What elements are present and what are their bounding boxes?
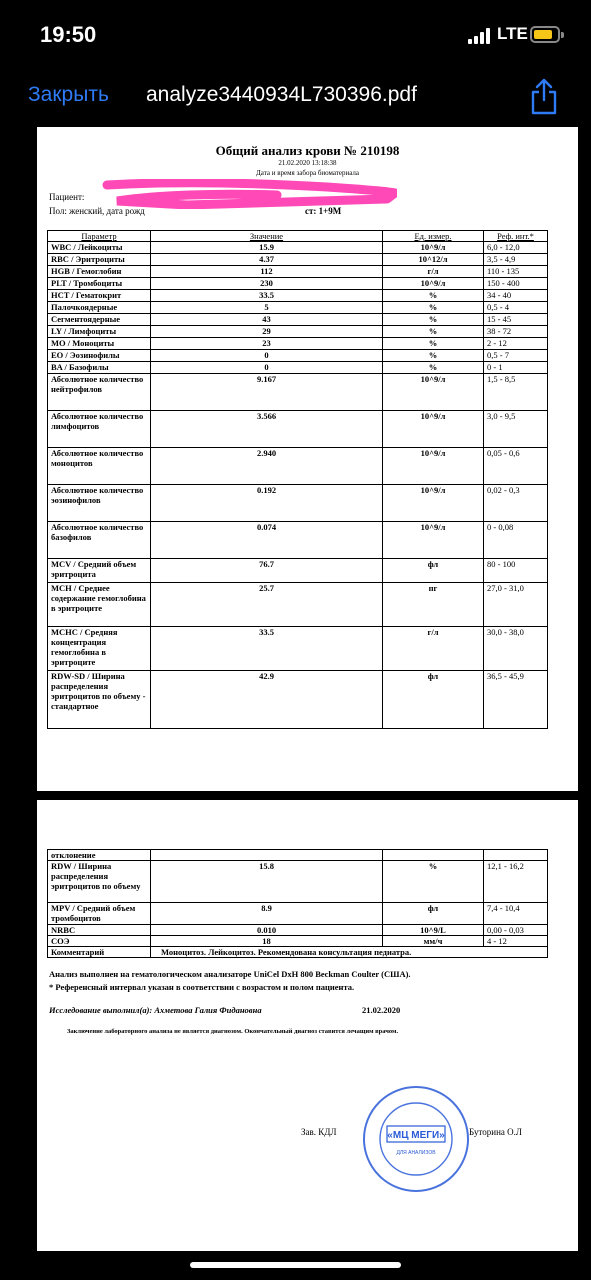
table-row (48, 362, 548, 374)
table-row (48, 302, 548, 314)
cell-parameter: Абсолютное количество лимфоцитов (48, 411, 151, 448)
table-row (48, 936, 548, 947)
cell-unit: % (383, 314, 484, 326)
cell-parameter: BA / Базофилы (48, 362, 151, 374)
cell-reference: 36,5 - 45,9 (484, 671, 548, 729)
cell-unit: пг (383, 583, 484, 627)
cell-parameter: MCHC / Средняя концентрация гемоглобина в эритроците (48, 627, 151, 671)
cell-parameter: RBC / Эритроциты (48, 254, 151, 266)
cell-unit: фл (383, 559, 484, 583)
cell-value (151, 850, 383, 861)
cell-parameter: RDW / Ширина распределения эритроцитов по объему (48, 861, 151, 903)
cell-unit: % (383, 302, 484, 314)
pdf-page-2[interactable] (37, 800, 578, 1251)
cell-unit (383, 850, 484, 861)
cell-parameter: Абсолютное количество эозинофилов (48, 485, 151, 522)
battery-icon (530, 26, 560, 43)
cell-unit: % (383, 861, 484, 903)
cellular-signal-icon (468, 26, 494, 44)
table-row (48, 242, 548, 254)
cell-parameter: PLT / Тромбоциты (48, 278, 151, 290)
sample-datetime-caption: Дата и время забора биоматериала (256, 169, 359, 177)
cell-parameter: WBC / Лейкоциты (48, 242, 151, 254)
document-title: Общий анализ крови № 210198 (215, 143, 400, 158)
cell-value: 8.9 (151, 903, 383, 925)
stamp-text: «МЦ МЕГИ» (387, 1130, 445, 1141)
cell-unit: 10^9/л (383, 448, 484, 485)
cell-unit: 10^9/л (383, 522, 484, 559)
patient-label: Пациент: (49, 192, 85, 202)
cell-unit: 10^9/л (383, 242, 484, 254)
cell-reference: 38 - 72 (484, 326, 548, 338)
cell-value: 23 (151, 338, 383, 350)
cell-reference: 0,5 - 7 (484, 350, 548, 362)
table-row (48, 627, 548, 671)
comment-label: Комментарий (48, 947, 151, 958)
cell-parameter: HCT / Гематокрит (48, 290, 151, 302)
cell-parameter: Сегментоядерные (48, 314, 151, 326)
cell-value: 43 (151, 314, 383, 326)
results-table-page-1 (47, 230, 548, 729)
cell-unit: % (383, 338, 484, 350)
stamp-sub: ДЛЯ АНАЛИЗОВ (396, 1150, 436, 1156)
cell-reference: 80 - 100 (484, 559, 548, 583)
cell-unit: 10^9/л (383, 278, 484, 290)
home-indicator[interactable] (190, 1262, 401, 1268)
cell-value: 0.074 (151, 522, 383, 559)
table-row (48, 314, 548, 326)
sample-datetime: 21.02.2020 13:18:38 (278, 159, 337, 167)
table-row (48, 350, 548, 362)
cell-parameter: Палочкоядерные (48, 302, 151, 314)
viewer-nav-bar (0, 70, 591, 122)
table-header-row (48, 231, 548, 242)
cell-value: 0 (151, 350, 383, 362)
cell-parameter: Абсолютное количество базофилов (48, 522, 151, 559)
status-time: 19:50 (40, 22, 97, 47)
table-row (48, 850, 548, 861)
cell-value: 0.192 (151, 485, 383, 522)
cell-unit: 10^12/л (383, 254, 484, 266)
cell-reference: 4 - 12 (484, 936, 548, 947)
cell-reference: 15 - 45 (484, 314, 548, 326)
table-row (48, 278, 548, 290)
header-unit: Ед. измер. (383, 231, 484, 242)
cell-reference: 0 - 0,08 (484, 522, 548, 559)
cell-value: 112 (151, 266, 383, 278)
cell-reference: 1,5 - 8,5 (484, 374, 548, 411)
cell-value: 2.940 (151, 448, 383, 485)
cell-reference: 30,0 - 38,0 (484, 627, 548, 671)
cell-unit: 10^9/л (383, 485, 484, 522)
cell-value: 3.566 (151, 411, 383, 448)
cell-reference: 0,00 - 0,03 (484, 925, 548, 936)
table-row (48, 290, 548, 302)
signer-name: Буторина О.Л (469, 1127, 522, 1137)
table-row (48, 861, 548, 903)
cell-unit: фл (383, 671, 484, 729)
cell-value: 230 (151, 278, 383, 290)
cell-parameter: HGB / Гемоглобин (48, 266, 151, 278)
cell-parameter: MPV / Средний объем тромбоцитов (48, 903, 151, 925)
status-bar (0, 0, 591, 70)
table-row (48, 411, 548, 448)
cell-reference: 0,5 - 4 (484, 302, 548, 314)
cell-value: 15.8 (151, 861, 383, 903)
header-reference: Реф. инт.* (484, 231, 548, 242)
table-row (48, 254, 548, 266)
cell-value: 0.010 (151, 925, 383, 936)
cell-reference: 150 - 400 (484, 278, 548, 290)
results-table-page-2 (47, 849, 548, 958)
share-button[interactable] (528, 76, 560, 116)
cell-unit: мм/ч (383, 936, 484, 947)
head-of-lab-label: Зав. КДЛ (301, 1127, 337, 1137)
cell-reference: 12,1 - 16,2 (484, 861, 548, 903)
cell-value: 33.5 (151, 627, 383, 671)
cell-parameter: LY / Лимфоциты (48, 326, 151, 338)
cell-parameter: СОЭ (48, 936, 151, 947)
table-row (48, 559, 548, 583)
table-row (48, 583, 548, 627)
cell-parameter: NRBC (48, 925, 151, 936)
document-filename: analyze3440934L730396.pdf (146, 83, 417, 106)
comment-text: Моноцитоз. Лейкоцитоз. Рекомендована консультация педиатра. (151, 947, 548, 958)
network-type: LTE (497, 24, 528, 43)
cell-parameter: EO / Эозинофилы (48, 350, 151, 362)
pdf-page-1[interactable] (37, 127, 578, 791)
cell-unit: 10^9/л (383, 374, 484, 411)
cell-unit: % (383, 362, 484, 374)
comment-row (48, 947, 548, 958)
cell-parameter: MCH / Среднее содержание гемоглобина в эритроците (48, 583, 151, 627)
cell-parameter: Абсолютное количество нейтрофилов (48, 374, 151, 411)
cell-value: 29 (151, 326, 383, 338)
cell-unit: 10^9/L (383, 925, 484, 936)
conclusion-note: Заключение лабораторного анализа не является диагнозом. Окончательный диагноз ставится лечащим врачом. (67, 1028, 399, 1035)
age-value: ст: 1+9М (305, 206, 342, 216)
table-row (48, 448, 548, 485)
cell-unit: % (383, 326, 484, 338)
close-button[interactable]: Закрыть (28, 83, 109, 106)
cell-unit: % (383, 290, 484, 302)
cell-value: 76.7 (151, 559, 383, 583)
table-row (48, 925, 548, 936)
cell-unit: г/л (383, 627, 484, 671)
cell-parameter: MCV / Средний объем эритроцита (48, 559, 151, 583)
table-row (48, 374, 548, 411)
cell-value: 25.7 (151, 583, 383, 627)
cell-value: 4.37 (151, 254, 383, 266)
table-row (48, 671, 548, 729)
sex-line: Пол: женский, дата рожд (49, 206, 145, 216)
cell-parameter: RDW-SD / Ширина распределения эритроцитов по объему - стандартное (48, 671, 151, 729)
cell-reference: 3,0 - 9,5 (484, 411, 548, 448)
cell-reference: 6,0 - 12,0 (484, 242, 548, 254)
cell-value: 9.167 (151, 374, 383, 411)
cell-reference: 0,05 - 0,6 (484, 448, 548, 485)
header-value: Значение (151, 231, 383, 242)
cell-reference: 0,02 - 0,3 (484, 485, 548, 522)
cell-reference: 7,4 - 10,4 (484, 903, 548, 925)
cell-value: 15.9 (151, 242, 383, 254)
cell-value: 18 (151, 936, 383, 947)
cell-unit: г/л (383, 266, 484, 278)
cell-unit: фл (383, 903, 484, 925)
cell-parameter: отклонение (48, 850, 151, 861)
cell-parameter: Абсолютное количество моноцитов (48, 448, 151, 485)
cell-parameter: MO / Моноциты (48, 338, 151, 350)
cell-reference: 27,0 - 31,0 (484, 583, 548, 627)
cell-reference: 2 - 12 (484, 338, 548, 350)
header-parameter: Параметр (48, 231, 151, 242)
table-row (48, 522, 548, 559)
table-row (48, 326, 548, 338)
cell-reference (484, 850, 548, 861)
performed-date: 21.02.2020 (362, 1005, 401, 1015)
cell-unit: % (383, 350, 484, 362)
cell-value: 0 (151, 362, 383, 374)
reference-note: * Референсный интервал указан в соответствии с возрастом и полом пациента. (49, 982, 355, 992)
share-icon (528, 76, 560, 116)
table-row (48, 266, 548, 278)
table-row (48, 338, 548, 350)
cell-unit: 10^9/л (383, 411, 484, 448)
table-row (48, 903, 548, 925)
redaction-scribble (97, 179, 397, 209)
cell-value: 5 (151, 302, 383, 314)
analyzer-note: Анализ выполнен на гематологическом анализаторе UniCel DxH 800 Beckman Coulter (США). (49, 969, 411, 979)
table-row (48, 485, 548, 522)
cell-reference: 110 - 135 (484, 266, 548, 278)
cell-reference: 3,5 - 4,9 (484, 254, 548, 266)
cell-reference: 34 - 40 (484, 290, 548, 302)
cell-reference: 0 - 1 (484, 362, 548, 374)
performed-by: Исследование выполнил(а): Ахметова Галия Фидановна (49, 1005, 262, 1015)
cell-value: 33.5 (151, 290, 383, 302)
cell-value: 42.9 (151, 671, 383, 729)
clinic-stamp-icon (361, 1084, 471, 1194)
